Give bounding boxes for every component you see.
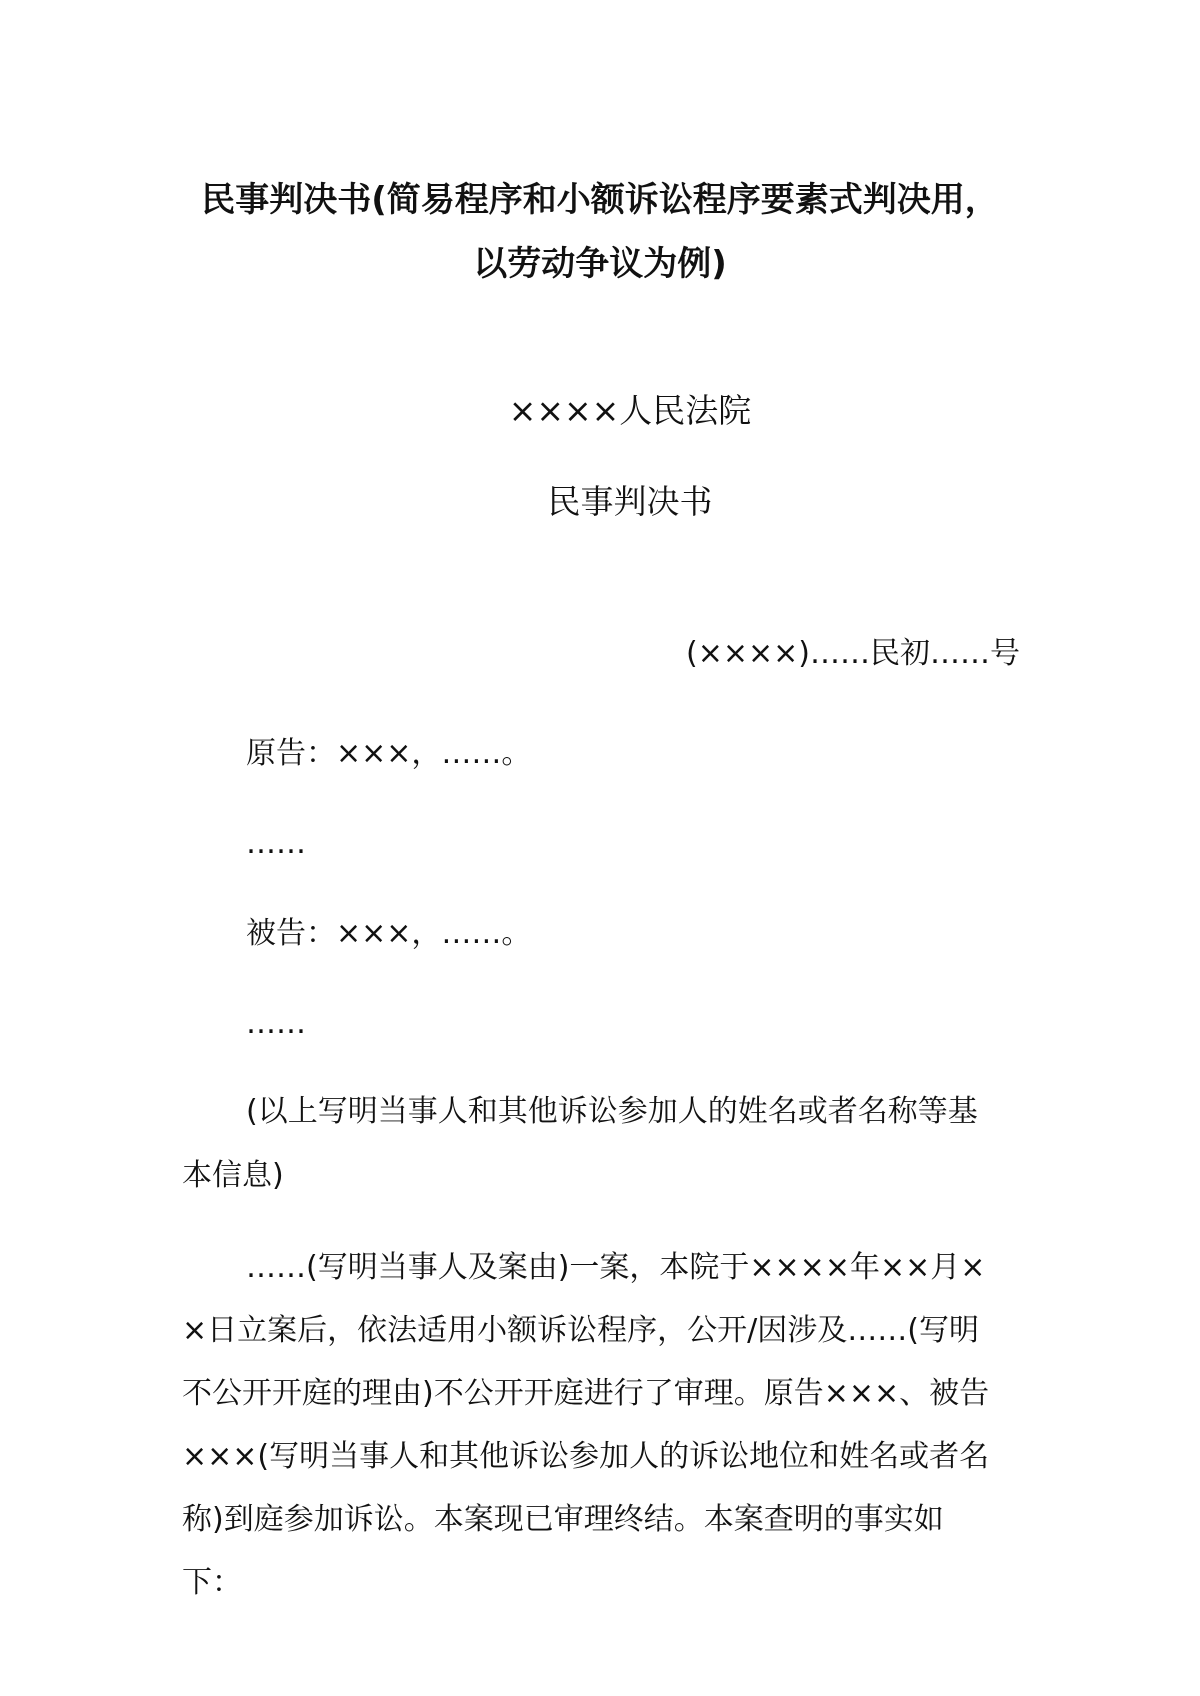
ellipsis-line: …… [246, 1006, 306, 1041]
document-title-line-1: 民事判决书(简易程序和小额诉讼程序要素式判决用， [201, 180, 999, 220]
plaintiff-line: 原告：×××，……。 [246, 736, 532, 771]
party-info-note: (以上写明当事人和其他诉讼参加人的姓名或者名称等基本信息) [182, 1094, 978, 1193]
case-number: (××××)……民初……号 [686, 636, 1020, 671]
defendant-line: 被告：×××，……。 [246, 916, 532, 951]
ellipsis-line: …… [246, 826, 306, 861]
document-type: 民事判决书 [547, 482, 713, 521]
case-body-paragraph: ……(写明当事人及案由)一案，本院于××××年××月××日立案后，依法适用小额诉讼程序，公开/因涉及……(写明不公开开庭的理由)不公开开庭进行了审理。原告×××、被告×××(写明当事人和其他诉讼参加人的诉讼地位和姓名或者名称)到庭参加诉讼。本案现已审理终结。本案查明的事实如下： [182, 1250, 990, 1600]
court-name: ××××人民法院 [508, 391, 752, 430]
document-title-line-2: 以劳动争议为例) [473, 244, 727, 284]
